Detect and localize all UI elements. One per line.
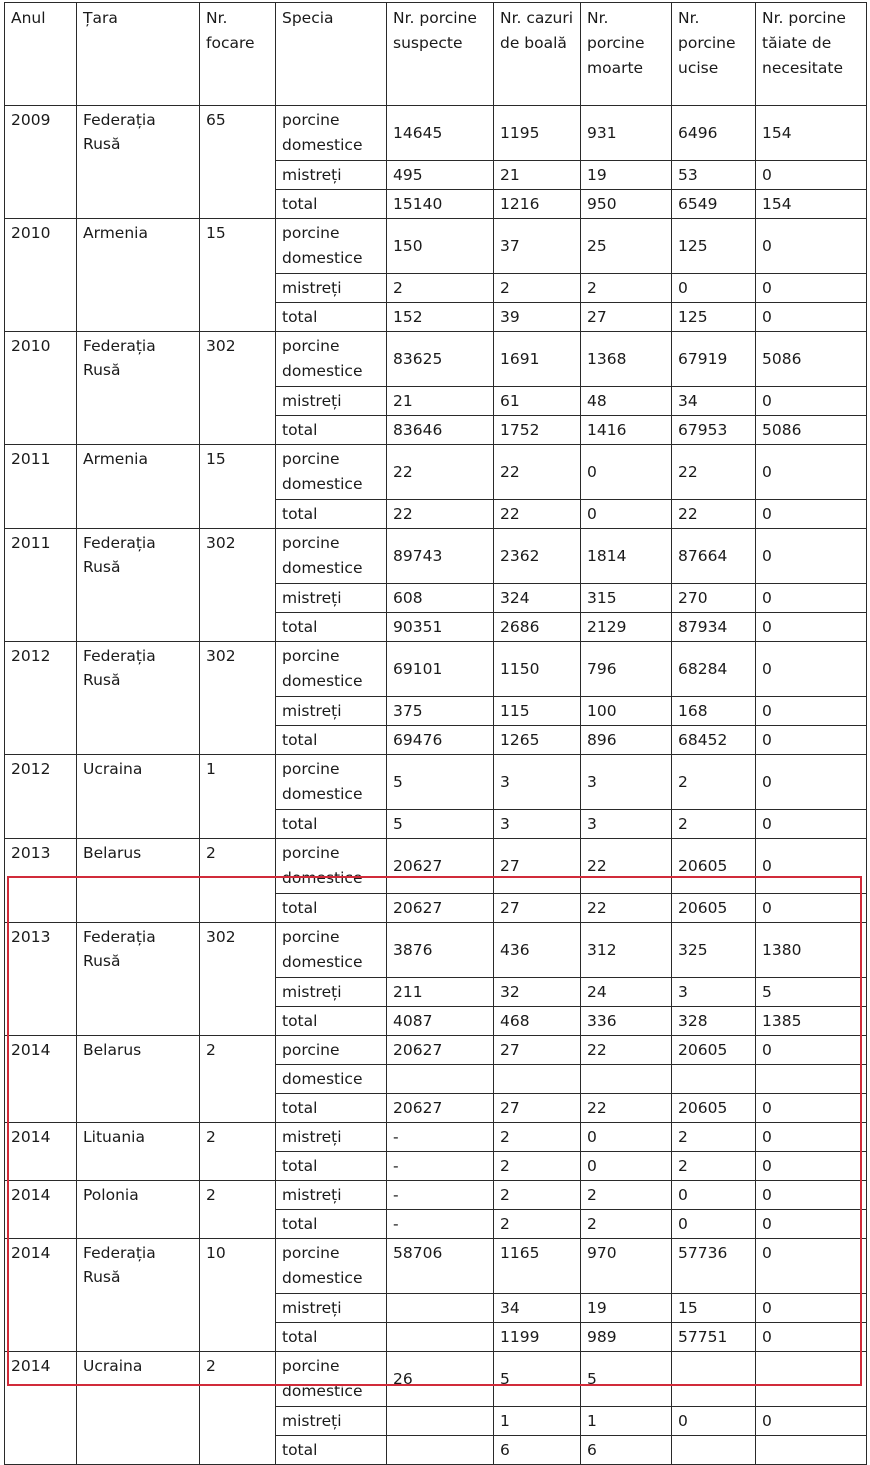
killed-cell: 125: [672, 303, 756, 332]
outbreaks-cell: 302: [200, 332, 276, 445]
species-cell: porcine domestice: [276, 1352, 387, 1407]
cases-cell: 39: [494, 303, 581, 332]
header-species: Specia: [276, 3, 387, 106]
country-cell: Polonia: [77, 1181, 200, 1239]
species-cell: total: [276, 726, 387, 755]
slaughtered-cell: 0: [756, 529, 867, 584]
slaughtered-cell: 0: [756, 1210, 867, 1239]
outbreaks-cell: 10: [200, 1239, 276, 1352]
cases-cell: 468: [494, 1007, 581, 1036]
dead-cell: 796: [581, 642, 672, 697]
species-cell: mistreți: [276, 161, 387, 190]
killed-cell: 0: [672, 1407, 756, 1436]
dead-cell: 25: [581, 219, 672, 274]
killed-cell: 6496: [672, 106, 756, 161]
dead-cell: 19: [581, 161, 672, 190]
suspect-cell: [387, 1407, 494, 1436]
cases-cell: 2: [494, 274, 581, 303]
dead-cell: 48: [581, 387, 672, 416]
table-body: [5, 106, 867, 1465]
dead-cell: 896: [581, 726, 672, 755]
year-cell: 2014: [5, 1352, 77, 1465]
species-cell: total: [276, 1210, 387, 1239]
dead-cell: 0: [581, 1123, 672, 1152]
slaughtered-cell: 0: [756, 274, 867, 303]
killed-cell: [672, 1436, 756, 1465]
species-cell: mistreți: [276, 1407, 387, 1436]
dead-cell: 931: [581, 106, 672, 161]
slaughtered-cell: 0: [756, 726, 867, 755]
species-cell: porcine domestice: [276, 219, 387, 274]
header-year: Anul: [5, 3, 77, 106]
cases-cell: 2: [494, 1152, 581, 1181]
killed-cell: 20605: [672, 839, 756, 894]
slaughtered-cell: 0: [756, 613, 867, 642]
cases-cell: 21: [494, 161, 581, 190]
species-cell: total: [276, 1007, 387, 1036]
outbreaks-cell: 65: [200, 106, 276, 219]
suspect-cell: -: [387, 1123, 494, 1152]
table-row: [5, 923, 867, 978]
table-row: [5, 1181, 867, 1210]
killed-cell: 2: [672, 1123, 756, 1152]
dead-cell: 0: [581, 445, 672, 500]
outbreaks-cell: 2: [200, 839, 276, 923]
killed-cell: 22: [672, 500, 756, 529]
species-cell: porcine domestice: [276, 923, 387, 978]
cases-cell: 324: [494, 584, 581, 613]
species-cell: domestice: [276, 1065, 387, 1094]
dead-cell: 1368: [581, 332, 672, 387]
header-dead-pigs: Nr. porcine moarte: [581, 3, 672, 106]
slaughtered-cell: [756, 1065, 867, 1094]
cases-cell: 2686: [494, 613, 581, 642]
cases-cell: 436: [494, 923, 581, 978]
suspect-cell: 375: [387, 697, 494, 726]
killed-cell: 125: [672, 219, 756, 274]
country-cell: Federația Rusă: [77, 1239, 200, 1352]
suspect-cell: 152: [387, 303, 494, 332]
outbreaks-cell: 302: [200, 923, 276, 1036]
cases-cell: 1195: [494, 106, 581, 161]
suspect-cell: 20627: [387, 894, 494, 923]
country-cell: Federația Rusă: [77, 332, 200, 445]
cases-cell: 1: [494, 1407, 581, 1436]
dead-cell: 19: [581, 1294, 672, 1323]
suspect-cell: [387, 1323, 494, 1352]
suspect-cell: 58706: [387, 1239, 494, 1294]
cases-cell: 3: [494, 755, 581, 810]
species-cell: porcine domestice: [276, 642, 387, 697]
slaughtered-cell: 5086: [756, 416, 867, 445]
dead-cell: 2: [581, 274, 672, 303]
cases-cell: 27: [494, 1094, 581, 1123]
killed-cell: 15: [672, 1294, 756, 1323]
species-cell: mistreți: [276, 387, 387, 416]
cases-cell: [494, 1065, 581, 1094]
dead-cell: 312: [581, 923, 672, 978]
species-cell: total: [276, 613, 387, 642]
suspect-cell: 83625: [387, 332, 494, 387]
table-row: [5, 1352, 867, 1407]
species-cell: porcine domestice: [276, 106, 387, 161]
suspect-cell: -: [387, 1210, 494, 1239]
killed-cell: 328: [672, 1007, 756, 1036]
dead-cell: 0: [581, 1152, 672, 1181]
outbreaks-cell: 2: [200, 1181, 276, 1239]
suspect-cell: 150: [387, 219, 494, 274]
slaughtered-cell: 0: [756, 387, 867, 416]
slaughtered-cell: 154: [756, 190, 867, 219]
dead-cell: 1: [581, 1407, 672, 1436]
table-row: [5, 106, 867, 161]
suspect-cell: 20627: [387, 1036, 494, 1065]
suspect-cell: 69101: [387, 642, 494, 697]
suspect-cell: 14645: [387, 106, 494, 161]
killed-cell: 2: [672, 1152, 756, 1181]
slaughtered-cell: 0: [756, 303, 867, 332]
dead-cell: [581, 1065, 672, 1094]
dead-cell: 22: [581, 894, 672, 923]
dead-cell: 2: [581, 1210, 672, 1239]
slaughtered-cell: 0: [756, 1123, 867, 1152]
cases-cell: 1165: [494, 1239, 581, 1294]
slaughtered-cell: 0: [756, 445, 867, 500]
cases-cell: 34: [494, 1294, 581, 1323]
slaughtered-cell: 0: [756, 1407, 867, 1436]
dead-cell: 24: [581, 978, 672, 1007]
cases-cell: 22: [494, 445, 581, 500]
killed-cell: 34: [672, 387, 756, 416]
species-cell: porcine: [276, 1036, 387, 1065]
document-page: [4, 2, 866, 1465]
header-emergency-slaughter: Nr. porcine tăiate de necesitate: [756, 3, 867, 106]
cases-cell: 27: [494, 1036, 581, 1065]
suspect-cell: 608: [387, 584, 494, 613]
header-outbreaks: Nr. focare: [200, 3, 276, 106]
outbreaks-cell: 15: [200, 445, 276, 529]
species-cell: mistreți: [276, 274, 387, 303]
species-cell: porcine domestice: [276, 445, 387, 500]
dead-cell: 1416: [581, 416, 672, 445]
country-cell: Belarus: [77, 839, 200, 923]
outbreaks-cell: 2: [200, 1123, 276, 1181]
killed-cell: 22: [672, 445, 756, 500]
year-cell: 2012: [5, 755, 77, 839]
country-cell: Federația Rusă: [77, 529, 200, 642]
cases-cell: 1199: [494, 1323, 581, 1352]
outbreaks-cell: 2: [200, 1036, 276, 1123]
slaughtered-cell: 1385: [756, 1007, 867, 1036]
country-cell: Federația Rusă: [77, 642, 200, 755]
cases-cell: 1216: [494, 190, 581, 219]
table-row: [5, 1239, 867, 1294]
suspect-cell: 15140: [387, 190, 494, 219]
suspect-cell: 4087: [387, 1007, 494, 1036]
asf-outbreaks-table: [4, 2, 867, 1465]
slaughtered-cell: 0: [756, 810, 867, 839]
suspect-cell: 5: [387, 810, 494, 839]
killed-cell: 87934: [672, 613, 756, 642]
killed-cell: 57751: [672, 1323, 756, 1352]
cases-cell: 1691: [494, 332, 581, 387]
killed-cell: [672, 1352, 756, 1407]
species-cell: total: [276, 894, 387, 923]
table-row: [5, 839, 867, 894]
killed-cell: 67919: [672, 332, 756, 387]
suspect-cell: 22: [387, 500, 494, 529]
suspect-cell: 83646: [387, 416, 494, 445]
suspect-cell: [387, 1065, 494, 1094]
species-cell: total: [276, 500, 387, 529]
outbreaks-cell: 1: [200, 755, 276, 839]
cases-cell: 1150: [494, 642, 581, 697]
killed-cell: 270: [672, 584, 756, 613]
year-cell: 2014: [5, 1239, 77, 1352]
slaughtered-cell: 0: [756, 1239, 867, 1294]
cases-cell: 2362: [494, 529, 581, 584]
dead-cell: 2129: [581, 613, 672, 642]
slaughtered-cell: 0: [756, 1294, 867, 1323]
killed-cell: 3: [672, 978, 756, 1007]
country-cell: Armenia: [77, 219, 200, 332]
table-row: [5, 219, 867, 274]
species-cell: mistreți: [276, 697, 387, 726]
dead-cell: 5: [581, 1352, 672, 1407]
suspect-cell: 211: [387, 978, 494, 1007]
slaughtered-cell: 0: [756, 642, 867, 697]
suspect-cell: 5: [387, 755, 494, 810]
suspect-cell: 2: [387, 274, 494, 303]
species-cell: total: [276, 190, 387, 219]
year-cell: 2014: [5, 1123, 77, 1181]
suspect-cell: 20627: [387, 839, 494, 894]
cases-cell: 61: [494, 387, 581, 416]
outbreaks-cell: 2: [200, 1352, 276, 1465]
year-cell: 2013: [5, 839, 77, 923]
killed-cell: 57736: [672, 1239, 756, 1294]
slaughtered-cell: 0: [756, 1181, 867, 1210]
cases-cell: 3: [494, 810, 581, 839]
suspect-cell: 89743: [387, 529, 494, 584]
outbreaks-cell: 302: [200, 529, 276, 642]
year-cell: 2010: [5, 219, 77, 332]
year-cell: 2011: [5, 529, 77, 642]
killed-cell: 2: [672, 755, 756, 810]
dead-cell: 950: [581, 190, 672, 219]
species-cell: porcine domestice: [276, 529, 387, 584]
species-cell: porcine domestice: [276, 839, 387, 894]
slaughtered-cell: 154: [756, 106, 867, 161]
dead-cell: 27: [581, 303, 672, 332]
slaughtered-cell: 0: [756, 1152, 867, 1181]
killed-cell: 53: [672, 161, 756, 190]
cases-cell: 1752: [494, 416, 581, 445]
species-cell: total: [276, 303, 387, 332]
table-row: [5, 529, 867, 584]
outbreaks-cell: 15: [200, 219, 276, 332]
suspect-cell: 3876: [387, 923, 494, 978]
killed-cell: 68284: [672, 642, 756, 697]
species-cell: mistreți: [276, 1123, 387, 1152]
country-cell: Belarus: [77, 1036, 200, 1123]
species-cell: total: [276, 810, 387, 839]
year-cell: 2014: [5, 1181, 77, 1239]
header-row: [5, 3, 867, 106]
year-cell: 2013: [5, 923, 77, 1036]
suspect-cell: 20627: [387, 1094, 494, 1123]
year-cell: 2009: [5, 106, 77, 219]
dead-cell: 989: [581, 1323, 672, 1352]
country-cell: Federația Rusă: [77, 106, 200, 219]
killed-cell: 0: [672, 274, 756, 303]
killed-cell: 168: [672, 697, 756, 726]
suspect-cell: [387, 1294, 494, 1323]
species-cell: total: [276, 1094, 387, 1123]
killed-cell: 325: [672, 923, 756, 978]
table-row: [5, 755, 867, 810]
slaughtered-cell: 0: [756, 697, 867, 726]
country-cell: Lituania: [77, 1123, 200, 1181]
cases-cell: 27: [494, 839, 581, 894]
suspect-cell: -: [387, 1152, 494, 1181]
year-cell: 2011: [5, 445, 77, 529]
cases-cell: 27: [494, 894, 581, 923]
slaughtered-cell: 0: [756, 1323, 867, 1352]
suspect-cell: 90351: [387, 613, 494, 642]
dead-cell: 336: [581, 1007, 672, 1036]
killed-cell: 6549: [672, 190, 756, 219]
dead-cell: 22: [581, 839, 672, 894]
species-cell: mistreți: [276, 978, 387, 1007]
cases-cell: 5: [494, 1352, 581, 1407]
table-row: [5, 642, 867, 697]
header-disease-cases: Nr. cazuri de boală: [494, 3, 581, 106]
slaughtered-cell: 0: [756, 584, 867, 613]
dead-cell: 970: [581, 1239, 672, 1294]
dead-cell: 100: [581, 697, 672, 726]
cases-cell: 6: [494, 1436, 581, 1465]
header-killed-pigs: Nr. porcine ucise: [672, 3, 756, 106]
country-cell: Ucraina: [77, 755, 200, 839]
slaughtered-cell: 0: [756, 219, 867, 274]
cases-cell: 22: [494, 500, 581, 529]
country-cell: Federația Rusă: [77, 923, 200, 1036]
table-row: [5, 332, 867, 387]
cases-cell: 32: [494, 978, 581, 1007]
slaughtered-cell: 0: [756, 161, 867, 190]
dead-cell: 1814: [581, 529, 672, 584]
slaughtered-cell: 0: [756, 500, 867, 529]
dead-cell: 22: [581, 1036, 672, 1065]
suspect-cell: -: [387, 1181, 494, 1210]
dead-cell: 3: [581, 755, 672, 810]
year-cell: 2012: [5, 642, 77, 755]
slaughtered-cell: 5: [756, 978, 867, 1007]
killed-cell: 0: [672, 1181, 756, 1210]
species-cell: total: [276, 416, 387, 445]
slaughtered-cell: 1380: [756, 923, 867, 978]
species-cell: porcine domestice: [276, 1239, 387, 1294]
slaughtered-cell: 0: [756, 1036, 867, 1065]
suspect-cell: 26: [387, 1352, 494, 1407]
slaughtered-cell: [756, 1436, 867, 1465]
killed-cell: [672, 1065, 756, 1094]
species-cell: total: [276, 1436, 387, 1465]
species-cell: porcine domestice: [276, 755, 387, 810]
dead-cell: 0: [581, 500, 672, 529]
dead-cell: 3: [581, 810, 672, 839]
suspect-cell: 22: [387, 445, 494, 500]
species-cell: porcine domestice: [276, 332, 387, 387]
slaughtered-cell: 5086: [756, 332, 867, 387]
slaughtered-cell: [756, 1352, 867, 1407]
dead-cell: 2: [581, 1181, 672, 1210]
killed-cell: 20605: [672, 1036, 756, 1065]
killed-cell: 20605: [672, 894, 756, 923]
year-cell: 2010: [5, 332, 77, 445]
suspect-cell: 21: [387, 387, 494, 416]
slaughtered-cell: 0: [756, 839, 867, 894]
slaughtered-cell: 0: [756, 1094, 867, 1123]
species-cell: mistreți: [276, 1181, 387, 1210]
outbreaks-cell: 302: [200, 642, 276, 755]
table-row: [5, 1036, 867, 1065]
suspect-cell: 495: [387, 161, 494, 190]
country-cell: Armenia: [77, 445, 200, 529]
cases-cell: 2: [494, 1123, 581, 1152]
dead-cell: 315: [581, 584, 672, 613]
header-country: Țara: [77, 3, 200, 106]
cases-cell: 2: [494, 1210, 581, 1239]
slaughtered-cell: 0: [756, 755, 867, 810]
killed-cell: 0: [672, 1210, 756, 1239]
dead-cell: 22: [581, 1094, 672, 1123]
suspect-cell: [387, 1436, 494, 1465]
killed-cell: 87664: [672, 529, 756, 584]
killed-cell: 68452: [672, 726, 756, 755]
species-cell: total: [276, 1152, 387, 1181]
cases-cell: 37: [494, 219, 581, 274]
table-row: [5, 445, 867, 500]
suspect-cell: 69476: [387, 726, 494, 755]
country-cell: Ucraina: [77, 1352, 200, 1465]
slaughtered-cell: 0: [756, 894, 867, 923]
cases-cell: 1265: [494, 726, 581, 755]
species-cell: total: [276, 1323, 387, 1352]
dead-cell: 6: [581, 1436, 672, 1465]
species-cell: mistreți: [276, 584, 387, 613]
table-row: [5, 1123, 867, 1152]
year-cell: 2014: [5, 1036, 77, 1123]
header-suspect-pigs: Nr. porcine suspecte: [387, 3, 494, 106]
cases-cell: 115: [494, 697, 581, 726]
killed-cell: 67953: [672, 416, 756, 445]
killed-cell: 20605: [672, 1094, 756, 1123]
killed-cell: 2: [672, 810, 756, 839]
cases-cell: 2: [494, 1181, 581, 1210]
species-cell: mistreți: [276, 1294, 387, 1323]
